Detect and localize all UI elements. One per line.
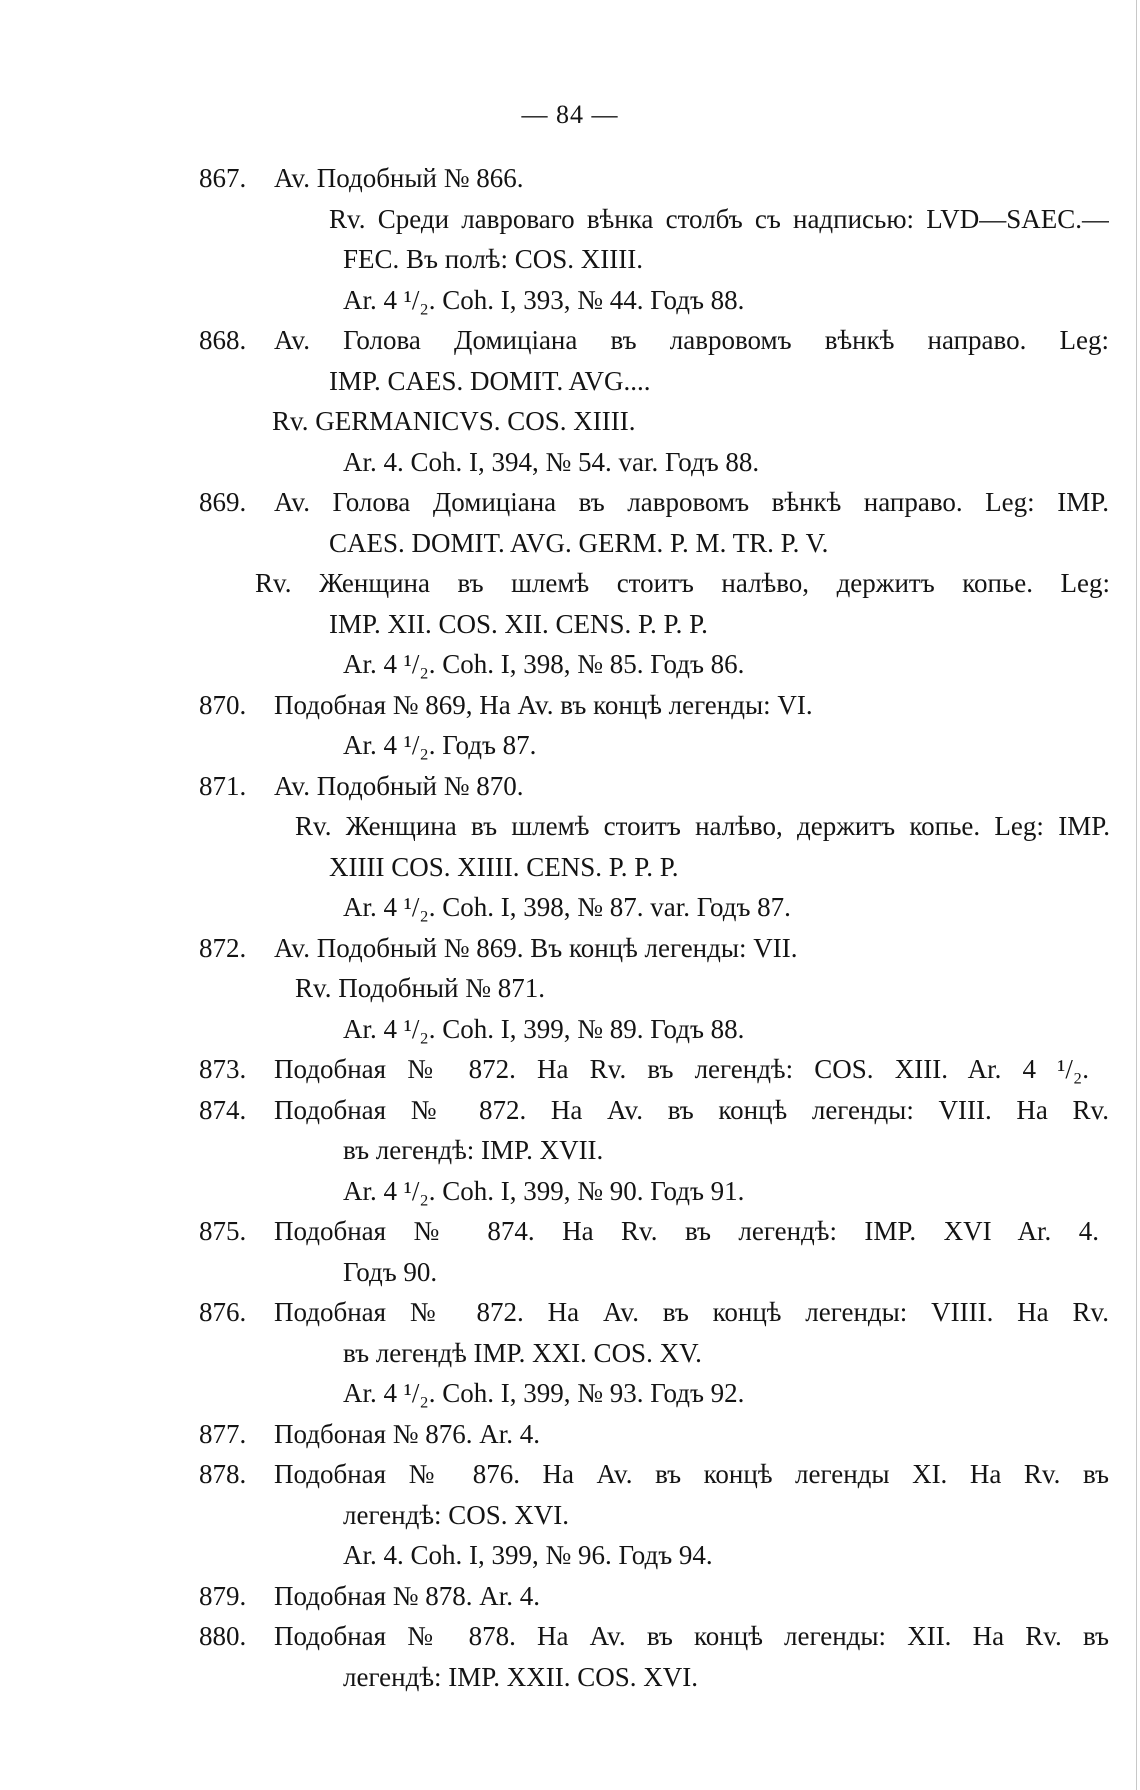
entry-text: легендѣ: IMP. XXII. COS. XVI. [343, 1661, 699, 1692]
entry-text: Подбоная № 876. Ar. 4. [274, 1418, 541, 1449]
entry-text: Ar. 4 ¹/₂. Годъ 87. [343, 730, 537, 760]
entry-text: IMP. XII. COS. XII. CENS. P. P. P. [329, 608, 708, 639]
entry-text: Подобная № 872. На Av. въ концѣ легенды: VIII. На Rv. [274, 1094, 1109, 1125]
entry-line [0, 1657, 1140, 1698]
entry-line [0, 644, 1140, 685]
entry-line [0, 1009, 1140, 1050]
entry-number: 874. [199, 1094, 247, 1125]
entry-text: Av. Голова Домиціана въ лавровомъ вѣнкѣ направо. Leg: IMP. [274, 487, 1109, 517]
entry-text: CAES. DOMIT. AVG. GERM. P. M. TR. P. V. [329, 527, 829, 558]
entry-text: Годъ 90. [343, 1256, 438, 1287]
entry-number: 871. [199, 770, 247, 801]
entry-line [0, 685, 1140, 726]
entry-line [0, 847, 1140, 888]
entry-text: FEC. Въ полѣ: COS. XIIII. [343, 244, 643, 274]
entry-line [0, 604, 1140, 645]
entry-line [0, 806, 1140, 847]
entry-line [0, 766, 1140, 807]
entry-line [0, 361, 1140, 402]
entry-line [0, 239, 1140, 280]
entry-number: 876. [199, 1297, 247, 1327]
entry-line [0, 523, 1140, 564]
entry-line [0, 1373, 1140, 1414]
entry-line [0, 1292, 1140, 1333]
entry-text: Подобная № 869, На Av. въ концѣ легенды: VI. [274, 689, 813, 720]
entry-text: Av. Голова Домиціана въ лавровомъ вѣнкѣ направо. Leg: [274, 325, 1109, 355]
entry-line [0, 1049, 1140, 1090]
entry-line [0, 1130, 1140, 1171]
entry-text: въ легендѣ: IMP. XVII. [343, 1135, 604, 1165]
entry-line [0, 280, 1140, 321]
entry-text: Av. Подобный № 870. [274, 770, 524, 801]
entry-text: Av. Подобный № 866. [274, 163, 524, 193]
entry-text: Ar. 4 ¹/₂. Coh. I, 399, № 89. Годъ 88. [343, 1013, 745, 1044]
entry-text: Ar. 4 ¹/₂. Coh. I, 398, № 87. var. Годъ 87. [343, 892, 791, 922]
entry-text: Rv. Подобный № 871. [295, 973, 546, 1003]
entry-line [0, 1252, 1140, 1293]
entry-text: Ar. 4 ¹/₂. Coh. I, 399, № 93. Годъ 92. [343, 1378, 745, 1408]
entry-number: 869. [199, 487, 247, 517]
entry-line [0, 1171, 1140, 1212]
entry-text: Ar. 4 ¹/₂. Coh. I, 399, № 90. Годъ 91. [343, 1175, 745, 1206]
entry-text: Rv. Женщина въ шлемѣ стоитъ налѣво, держитъ копье. Leg: IMP. [295, 811, 1110, 841]
entry-text: Подобная № 874. На Rv. въ легендѣ: IMP. XVI Ar. 4. [274, 1216, 1099, 1246]
entry-text: Подобная № 872. На Av. въ концѣ легенды: VIIII. На Rv. [274, 1297, 1109, 1327]
catalog-entries [0, 158, 1140, 1697]
entry-text: Подобная № 876. На Av. въ концѣ легенды XI. На Rv. въ [274, 1459, 1109, 1489]
entry-line [0, 887, 1140, 928]
entry-number: 867. [199, 163, 247, 193]
entry-line [0, 725, 1140, 766]
entry-text: Ar. 4 ¹/₂. Coh. I, 393, № 44. Годъ 88. [343, 284, 745, 315]
entry-number: 872. [199, 932, 247, 963]
entry-line [0, 1211, 1140, 1252]
entry-line [0, 1414, 1140, 1455]
entry-text: IMP. CAES. DOMIT. AVG.... [329, 365, 651, 396]
entry-text: Av. Подобный № 869. Въ концѣ легенды: VII. [274, 932, 798, 963]
entry-line [0, 1616, 1140, 1657]
page-number: — 84 — [521, 100, 619, 129]
entry-line [0, 563, 1140, 604]
entry-text: Rv. Женщина въ шлемѣ стоитъ налѣво, держитъ копье. Leg: [255, 568, 1110, 598]
entry-text: Ar. 4. Coh. I, 394, № 54. var. Годъ 88. [343, 446, 760, 477]
entry-line [0, 928, 1140, 969]
entry-line [0, 1333, 1140, 1374]
entry-line [0, 482, 1140, 523]
entry-text: Rv. Среди лавроваго вѣнка столбъ съ надписью: LVD—SAEC.— [329, 203, 1109, 234]
entry-text: XIIII COS. XIIII. CENS. P. P. P. [329, 851, 679, 882]
entry-number: 870. [199, 689, 247, 720]
entry-number: 877. [199, 1418, 247, 1449]
entry-text: Подобная № 878. Ar. 4. [274, 1580, 541, 1611]
entry-line [0, 1454, 1140, 1495]
entry-number: 873. [199, 1054, 247, 1084]
entry-line [0, 968, 1140, 1009]
entry-line [0, 1090, 1140, 1131]
entry-number: 878. [199, 1459, 247, 1489]
entry-number: 875. [199, 1216, 247, 1246]
entry-text: Ar. 4. Coh. I, 399, № 96. Годъ 94. [343, 1540, 713, 1570]
entry-text: Rv. GERMANICVS. COS. XIIII. [272, 406, 636, 436]
entry-number: 879. [199, 1580, 247, 1611]
entry-text: въ легендѣ IMP. XXI. COS. XV. [343, 1337, 702, 1368]
entry-number: 880. [199, 1621, 247, 1651]
entry-line [0, 199, 1140, 240]
entry-line [0, 1535, 1140, 1576]
entry-number: 868. [199, 325, 247, 355]
entry-text: Ar. 4 ¹/₂. Coh. I, 398, № 85. Годъ 86. [343, 649, 745, 679]
entry-line [0, 401, 1140, 442]
entry-line [0, 1576, 1140, 1617]
entry-text: Подобная № 878. На Av. въ концѣ легенды: XII. На Rv. въ [274, 1621, 1109, 1651]
entry-text: легендѣ: COS. XVI. [343, 1499, 570, 1530]
entry-line [0, 442, 1140, 483]
entry-text: Подобная № 872. На Rv. въ легендѣ: COS. XIII. Ar. 4 ¹/₂. [274, 1054, 1089, 1084]
entry-line [0, 1495, 1140, 1536]
entry-line [0, 320, 1140, 361]
entry-line [0, 158, 1140, 199]
